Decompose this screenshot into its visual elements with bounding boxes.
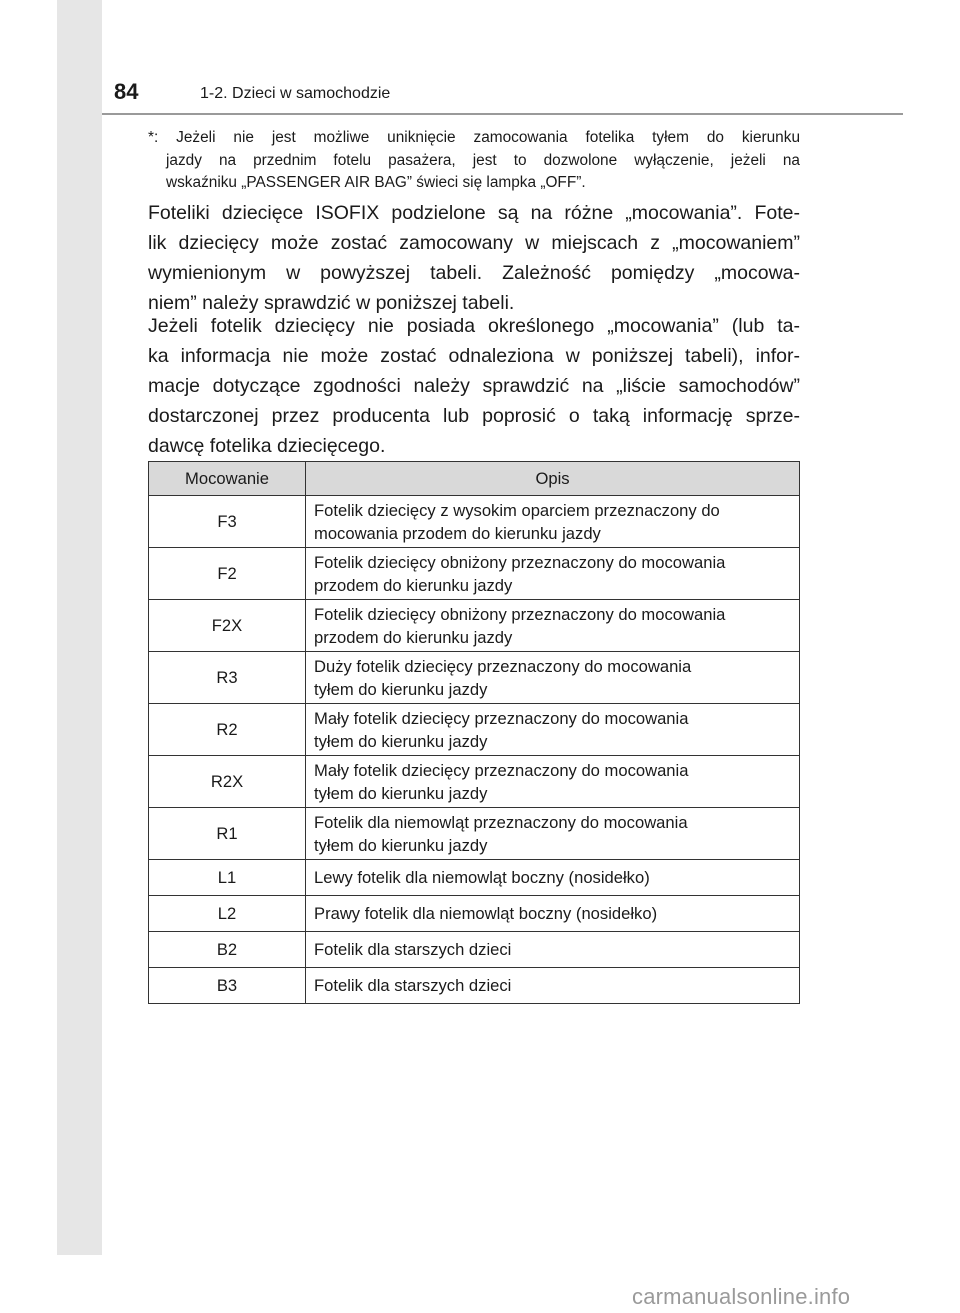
table-row — [149, 808, 800, 860]
paragraph-line: Foteliki dziecięce ISOFIX podzielone są na różne „mocowania”. Fote- — [148, 202, 800, 224]
description-line: tyłem do kierunku jazdy — [314, 783, 488, 803]
table-header-row — [149, 462, 800, 496]
description-line: przodem do kierunku jazdy — [314, 627, 513, 647]
table-row — [149, 896, 800, 932]
table-row — [149, 600, 800, 652]
description-line: mocowania przodem do kierunku jazdy — [314, 523, 601, 543]
footnote-line: wskaźniku „PASSENGER AIR BAG” świeci się lampka „OFF”. — [166, 174, 586, 191]
paragraph-compatibility — [148, 311, 800, 461]
mounting-description — [306, 932, 800, 968]
mounting-code: R2 — [149, 704, 306, 756]
mounting-table — [148, 461, 800, 1004]
footnote-line: *: Jeżeli nie jest możliwe uniknięcie zamocowania fotelika tyłem do kierunku — [148, 129, 800, 146]
mounting-description — [306, 496, 800, 548]
column-header-description: Opis — [306, 462, 800, 496]
description-line: Fotelik dziecięcy obniżony przeznaczony do mocowania — [314, 552, 726, 572]
table-row — [149, 756, 800, 808]
section-title: 1-2. Dzieci w samochodzie — [200, 85, 391, 102]
mounting-description — [306, 860, 800, 896]
description-line: tyłem do kierunku jazdy — [314, 731, 488, 751]
page-number: 84 — [114, 79, 139, 104]
description-line: tyłem do kierunku jazdy — [314, 835, 488, 855]
table-row — [149, 704, 800, 756]
description-line: Prawy fotelik dla niemowląt boczny (nosidełko) — [314, 904, 658, 923]
mounting-description — [306, 896, 800, 932]
column-header-mounting: Mocowanie — [149, 462, 306, 496]
paragraph-line: ka informacja nie może zostać odnaleziona w poniższej tabeli), infor- — [148, 345, 800, 367]
mounting-description — [306, 600, 800, 652]
footnote — [148, 127, 800, 195]
paragraph-line: dostarczonej przez producenta lub poprosić o taką informację sprze- — [148, 405, 800, 427]
mounting-description — [306, 756, 800, 808]
description-line: Duży fotelik dziecięcy przeznaczony do mocowania — [314, 656, 692, 676]
mounting-code: F2 — [149, 548, 306, 600]
header-divider — [102, 113, 903, 115]
table-row — [149, 860, 800, 896]
description-line: przodem do kierunku jazdy — [314, 575, 513, 595]
description-line: Fotelik dla starszych dzieci — [314, 976, 512, 995]
paragraph-isofix-mountings — [148, 198, 800, 318]
description-line: Fotelik dziecięcy obniżony przeznaczony do mocowania — [314, 604, 726, 624]
table-row — [149, 548, 800, 600]
watermark-text: carmanualsonline.info — [632, 1284, 851, 1309]
paragraph-line: dawcę fotelika dziecięcego. — [148, 435, 386, 457]
description-line: tyłem do kierunku jazdy — [314, 679, 488, 699]
description-line: Fotelik dziecięcy z wysokim oparciem przeznaczony do — [314, 500, 720, 520]
table-row — [149, 932, 800, 968]
mounting-description — [306, 704, 800, 756]
mounting-code: B3 — [149, 968, 306, 1004]
description-line: Mały fotelik dziecięcy przeznaczony do mocowania — [314, 708, 689, 728]
table-row — [149, 652, 800, 704]
mounting-description — [306, 808, 800, 860]
mounting-code: F3 — [149, 496, 306, 548]
side-margin-strip — [57, 0, 102, 1255]
paragraph-line: lik dziecięcy może zostać zamocowany w miejscach z „mocowaniem” — [148, 232, 800, 254]
mounting-description — [306, 968, 800, 1004]
mounting-code: R1 — [149, 808, 306, 860]
description-line: Mały fotelik dziecięcy przeznaczony do mocowania — [314, 760, 689, 780]
mounting-code: R3 — [149, 652, 306, 704]
mounting-code: L1 — [149, 860, 306, 896]
mounting-code: F2X — [149, 600, 306, 652]
mounting-description — [306, 652, 800, 704]
paragraph-line: macje dotyczące zgodności należy sprawdzić na „liście samochodów” — [148, 375, 800, 397]
description-line: Lewy fotelik dla niemowląt boczny (nosidełko) — [314, 868, 650, 887]
mounting-description — [306, 548, 800, 600]
description-line: Fotelik dla starszych dzieci — [314, 940, 512, 959]
table-row — [149, 968, 800, 1004]
table-row — [149, 496, 800, 548]
mounting-code: L2 — [149, 896, 306, 932]
paragraph-line: niem” należy sprawdzić w poniższej tabeli. — [148, 292, 515, 314]
description-line: Fotelik dla niemowląt przeznaczony do mocowania — [314, 812, 688, 832]
paragraph-line: wymienionym w powyższej tabeli. Zależność pomiędzy „mocowa- — [148, 262, 800, 284]
mounting-code: B2 — [149, 932, 306, 968]
paragraph-line: Jeżeli fotelik dziecięcy nie posiada określonego „mocowania” (lub ta- — [148, 315, 800, 337]
mounting-code: R2X — [149, 756, 306, 808]
footnote-line: jazdy na przednim fotelu pasażera, jest to dozwolone wyłączenie, jeżeli na — [166, 151, 800, 169]
